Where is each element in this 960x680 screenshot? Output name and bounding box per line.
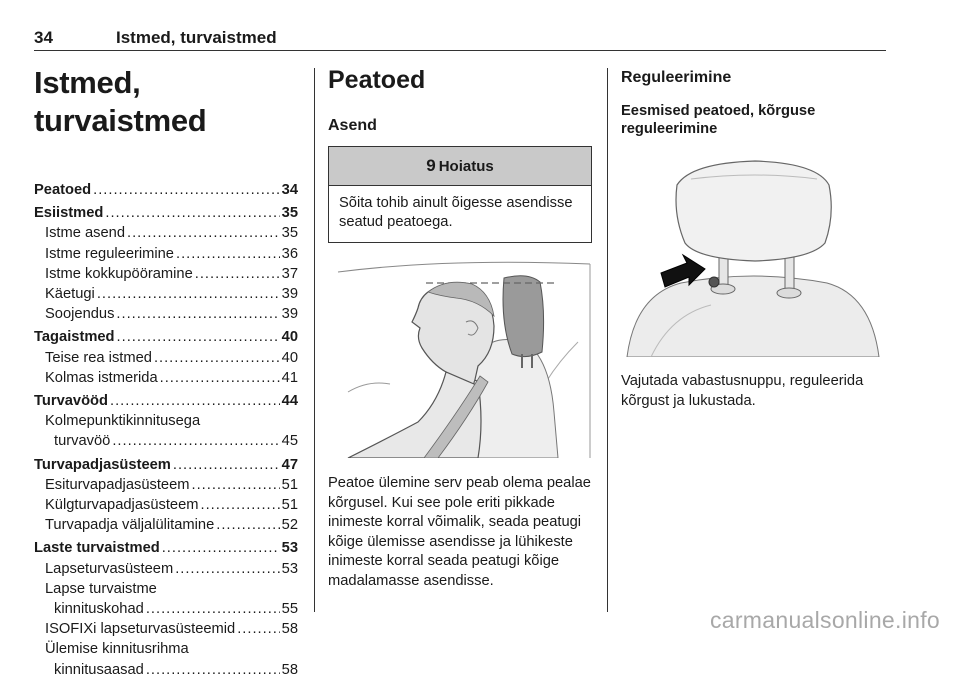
toc-leader-dots [176, 244, 280, 264]
driver-headrest-illustration [328, 252, 592, 458]
toc-entry-title: Esiturvapadjasüsteem [45, 476, 190, 493]
toc-entry[interactable] [34, 495, 298, 515]
toc-entry[interactable] [34, 264, 298, 284]
toc-entry[interactable] [34, 475, 298, 495]
toc-leader-dots [105, 203, 279, 223]
toc-entry[interactable] [34, 619, 298, 639]
table-of-contents [34, 180, 298, 680]
toc-leader-dots [127, 223, 280, 243]
toc-entry[interactable] [34, 223, 298, 243]
toc-leader-dots [110, 391, 280, 411]
toc-entry-page: 55 [281, 601, 298, 618]
toc-entry-title: Istme kokkupööramine [45, 265, 193, 282]
toc-entry[interactable] [34, 284, 298, 304]
toc-entry-page: 39 [281, 306, 298, 323]
warning-label: Hoiatus [438, 157, 494, 175]
toc-entry[interactable] [34, 304, 298, 324]
toc-entry-page: 44 [281, 393, 298, 410]
toc-entry-page: 52 [281, 517, 298, 534]
toc-leader-dots [112, 431, 279, 451]
regulation-body-text: Vajutada vabastusnuppu, reguleerida kõrgust ja lukustada. [621, 373, 864, 409]
toc-entry[interactable] [34, 660, 298, 680]
toc-leader-dots [160, 368, 280, 388]
toc-entry[interactable] [34, 180, 298, 200]
section-body-text: Peatoe ülemine serv peab olema pealae kõrgusel. Kui see pole eriti pikkade inimeste korral võimalik, seada peatugi kõige ülemisse asendisse ja lühikeste inimeste korral seada peatugi kõige madalamasse asendisse. [328, 475, 591, 589]
headrest-column [328, 64, 592, 243]
toc-leader-dots [154, 348, 280, 368]
toc-entry[interactable] [34, 368, 298, 388]
toc-leader-dots [146, 599, 280, 619]
toc-entry-page: 53 [281, 540, 298, 557]
toc-entry[interactable] [34, 599, 298, 619]
toc-column [34, 64, 298, 680]
toc-leader-dots [237, 619, 279, 639]
warning-box [328, 146, 592, 243]
running-title: Istmed, turvaistmed [116, 28, 277, 47]
section-subtitle: Asend [328, 117, 377, 134]
toc-entry-title: Turvavööd [34, 393, 108, 410]
toc-entry-title: ISOFIXi lapseturvasüsteemid [45, 621, 236, 638]
toc-entry-page: 58 [281, 661, 298, 678]
toc-entry[interactable] [34, 455, 298, 475]
toc-entry-page: 51 [281, 497, 298, 514]
toc-entry[interactable] [34, 391, 298, 411]
toc-leader-dots [201, 495, 280, 515]
warning-text: Sõita tohib ainult õigesse asendisse seatud peatoega. [339, 195, 573, 230]
column-divider-1 [314, 68, 315, 612]
toc-entry-title: turvavöö [54, 433, 111, 450]
section-title: Peatoed [328, 66, 426, 94]
toc-entry-text: Kolmepunktikinnitusega [45, 413, 201, 430]
toc-entry-page: 53 [281, 560, 298, 577]
toc-leader-dots [97, 284, 280, 304]
toc-entry-page: 39 [281, 286, 298, 303]
toc-leader-dots [146, 660, 280, 680]
warning-icon: 9 [426, 156, 436, 175]
toc-entry-page: 40 [281, 329, 298, 346]
toc-entry[interactable] [34, 538, 298, 558]
toc-entry-title: Külgturvapadjasüsteem [45, 497, 199, 514]
toc-entry-page: 35 [281, 205, 298, 222]
toc-entry-title: Peatoed [34, 182, 92, 198]
toc-entry-page: 37 [281, 265, 298, 282]
toc-entry-title: Lapseturvasüsteem [45, 560, 174, 577]
toc-leader-dots [175, 559, 279, 579]
toc-entry[interactable] [34, 431, 298, 451]
toc-leader-dots [173, 455, 280, 475]
column-divider-2 [607, 68, 608, 612]
toc-entry-page: 45 [281, 433, 298, 450]
toc-leader-dots [162, 538, 280, 558]
toc-entry-title: Kolmas istmerida [45, 369, 158, 386]
toc-entry-page: 36 [281, 245, 298, 262]
toc-entry-title: Laste turvaistmed [34, 540, 160, 557]
toc-leader-dots [116, 304, 279, 324]
watermark: carmanualsonline.info [709, 607, 940, 633]
toc-entry-page: 58 [281, 621, 298, 638]
toc-entry[interactable] [34, 244, 298, 264]
toc-entry-page: 41 [281, 369, 298, 386]
toc-entry[interactable] [34, 559, 298, 579]
toc-leader-dots [195, 264, 280, 284]
toc-entry-title: Istme reguleerimine [45, 245, 174, 262]
toc-entry-title: Esiistmed [34, 205, 104, 222]
page-number: 34 [34, 28, 53, 47]
toc-entry-page: 47 [281, 456, 298, 473]
toc-entry-title: kinnitusaasad [54, 661, 144, 678]
toc-entry[interactable] [34, 348, 298, 368]
toc-entry-title: Soojendus [45, 306, 115, 323]
toc-entry-page: 34 [281, 182, 298, 198]
toc-entry-title: kinnituskohad [54, 601, 144, 618]
regulation-column [621, 64, 885, 138]
chapter-title: Istmed, turvaistmed [34, 65, 207, 138]
regulation-title: Reguleerimine [621, 69, 732, 86]
toc-entry-title: Teise rea istmed [45, 349, 152, 366]
toc-leader-dots [192, 475, 280, 495]
toc-entry[interactable] [34, 515, 298, 535]
warning-header [329, 147, 591, 186]
toc-entry-title: Tagaistmed [34, 329, 115, 346]
headrest-adjust-illustration [621, 145, 885, 357]
toc-entry[interactable] [34, 203, 298, 223]
toc-entry-title: Turvapadjasüsteem [34, 456, 171, 473]
toc-entry-text: Ülemise kinnitusrihma [45, 641, 189, 658]
toc-entry[interactable] [34, 327, 298, 347]
toc-entry-page: 35 [281, 225, 298, 242]
toc-entry-page: 51 [281, 476, 298, 493]
toc-leader-dots [117, 327, 280, 347]
toc-entry-text: Lapse turvaistme [45, 580, 157, 597]
toc-entry-title: Istme asend [45, 225, 126, 242]
running-header [34, 28, 886, 51]
toc-leader-dots [93, 180, 280, 200]
toc-entry-page: 40 [281, 349, 298, 366]
regulation-subtitle: Eesmised peatoed, kõrguse reguleerimine [621, 103, 816, 137]
toc-entry-title: Turvapadja väljalülitamine [45, 517, 215, 534]
toc-entry-title: Käetugi [45, 286, 95, 303]
toc-leader-dots [216, 515, 279, 535]
